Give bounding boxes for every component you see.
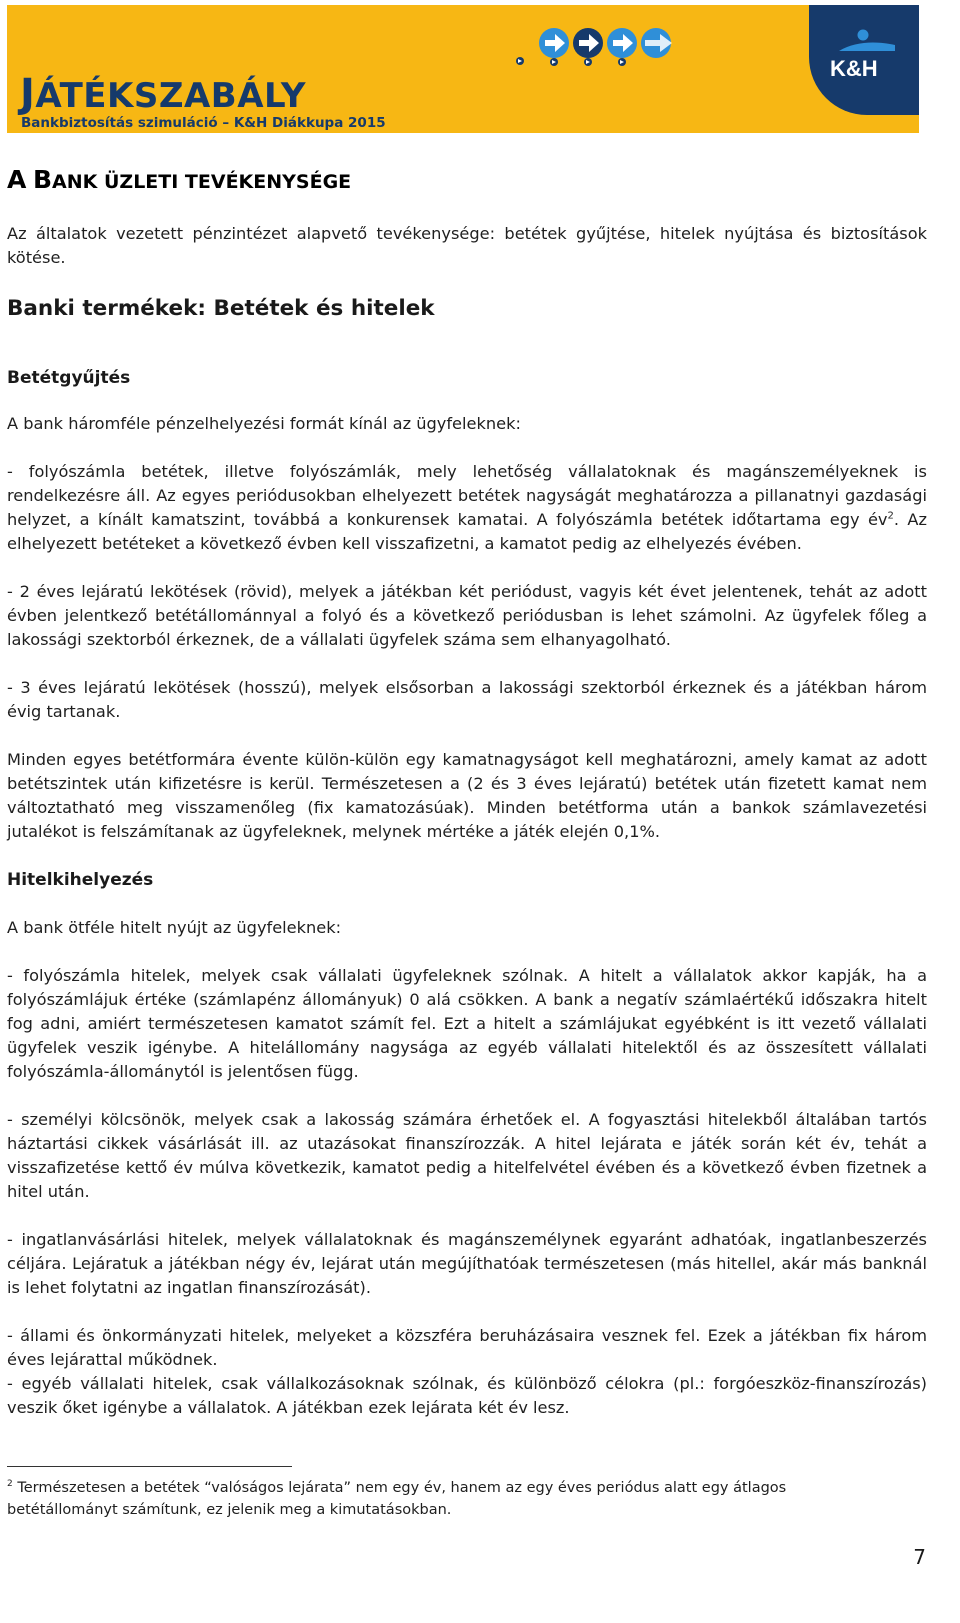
loan-item-overdraft: - folyószámla hitelek, melyek csak vállalati ügyfeleknek szólnak. A hitelt a vállalatok akkor kapják, ha a folyószámlájuk értéke (számlapénz állományuk) 0 alá csökken. A bank a negatív számlaértékű időszakra hitelt fog adni, amiért természetesen kamatot számít fel. Ezt a hitelt a számlájukat egyébként is itt vezető vállalati ügyfelek veszik igénybe. A hitelállomány nagysága az egyéb vállalati hitelektől és az összesített vállalati folyószámla-állománytól is jelentősen függ.	[7, 966, 927, 1081]
header-banner	[7, 5, 919, 133]
deposit-item-3-year: - 3 éves lejáratú lekötések (hosszú), melyek elsősorban a lakossági szektorból érkeznek és a játékban három évig tartanak.	[7, 678, 927, 721]
products-heading: Banki termékek: Betétek és hitelek	[7, 296, 435, 321]
page-number: 7	[913, 1545, 926, 1569]
kh-logo-text: K&H	[830, 56, 878, 81]
arrow-right-icon	[606, 27, 638, 67]
deposits-summary: Minden egyes betétformára évente külön-külön egy kamatnagyságot kell meghatározni, amely kamat az adott betétszintek után kifizetésre is kerül. Természetesen a (2 és 3 éves lejáratú) betétek után fizetett kamat nem változtatható meg visszamenőleg (fix kamatozásúak). Minden betétforma után a bankok számlavezetési jutalékot is felszámítanak az ügyfeleknek, melynek mértéke a játék elején 0,1%.	[7, 750, 927, 841]
deposits-heading: Betétgyűjtés	[7, 368, 131, 388]
loan-item-other-corporate: - egyéb vállalati hitelek, csak vállalkozásoknak szólnak, és különböző célokra (pl.: forgóeszköz-finanszírozás) veszik őket igénybe a vállalatok. A játékban ezek lejárata két év lesz.	[7, 1374, 927, 1417]
footnote-ref[interactable]: 2	[887, 510, 894, 522]
arrow-right-icon	[538, 27, 570, 67]
loan-item-public: - állami és önkormányzati hitelek, melyeket a közszféra beruházásaira vesznek fel. Ezek a játékban fix három éves lejárattal működnek.	[7, 1326, 927, 1369]
footnote-divider	[7, 1466, 292, 1467]
loan-item-real-estate: - ingatlanvásárlási hitelek, melyek vállalatoknak és magánszemélynek egyaránt adhatóak, ingatlanbeszerzés céljára. Lejáratuk a játékban négy év, lejárat után megújíthatóak természetesen (más hitellel, akár más banknál is lehet folytatni az ingatlan finanszírozását).	[7, 1230, 927, 1297]
footnote: $^2$ Természetesen a betétek “valóságos lejárata” nem egy év, hanem az egy éves periódus alatt egy átlagos betétállományt számítunk, ez jelenik meg a kimutatásokban.	[7, 1479, 787, 1518]
kh-person-icon	[837, 29, 897, 53]
kh-logo	[809, 5, 919, 115]
document-subtitle: Bankbiztosítás szimuláció – K&H Diákkupa 2015	[21, 115, 386, 131]
document-body	[7, 160, 927, 1420]
arrow-right-icon	[512, 37, 528, 67]
document-title: JÁTÉKSZABÁLY	[20, 71, 307, 117]
intro-paragraph: Az általatok vezetett pénzintézet alapvető tevékenysége: betétek gyűjtése, hitelek nyújtása és biztosítások kötése.	[7, 224, 927, 267]
nav-arrows	[512, 27, 677, 67]
loans-heading: Hitelkihelyezés	[7, 870, 154, 890]
deposit-item-current-account: - folyószámla betétek, illetve folyószámlák, mely lehetőség vállalatoknak és magánszemélyeknek is rendelkezésre áll. Az egyes periódusokban elhelyezett betétek nagyságát meghatározza a pillanatnyi gazdasági helyzet, a kínált kamatszint, továbbá a konkurensek kamatai. A folyószámla betétek időtartama egy $év^2$. Az elhelyezett betéteket a következő évben kell visszafizetni, a kamatot pedig az elhelyezés évében.	[7, 462, 927, 553]
deposit-item-2-year: - 2 éves lejáratú lekötések (rövid), melyek a játékban két periódust, vagyis két évet jelentenek, tehát az adott évben jelentkező betétállománnyal a folyó és a következő periódusban is lehet számolni. Az ügyfelek főleg a lakossági szektorból érkeznek, de a vállalati ügyfelek száma sem elhanyagolható.	[7, 582, 927, 649]
loan-item-personal: - személyi kölcsönök, melyek csak a lakosság számára érhetőek el. A fogyasztási hitelekből általában tartós háztartási cikkek vásárlását ill. az utazásokat finanszírozzák. A hitel lejárata e játék során két év, tehát a visszafizetése kettő év múlva következik, kamatot pedig a hitelfelvétel évében és a következő évben fizetnek a hitel után.	[7, 1110, 927, 1201]
loans-intro: A bank ötféle hitelt nyújt az ügyfeleknek:	[7, 918, 342, 937]
arrow-right-icon	[640, 27, 676, 59]
section-title: A BANK ÜZLETI TEVÉKENYSÉGE	[7, 165, 352, 194]
deposits-intro: A bank háromféle pénzelhelyezési formát kínál az ügyfeleknek:	[7, 414, 521, 433]
arrow-right-icon	[572, 27, 604, 67]
